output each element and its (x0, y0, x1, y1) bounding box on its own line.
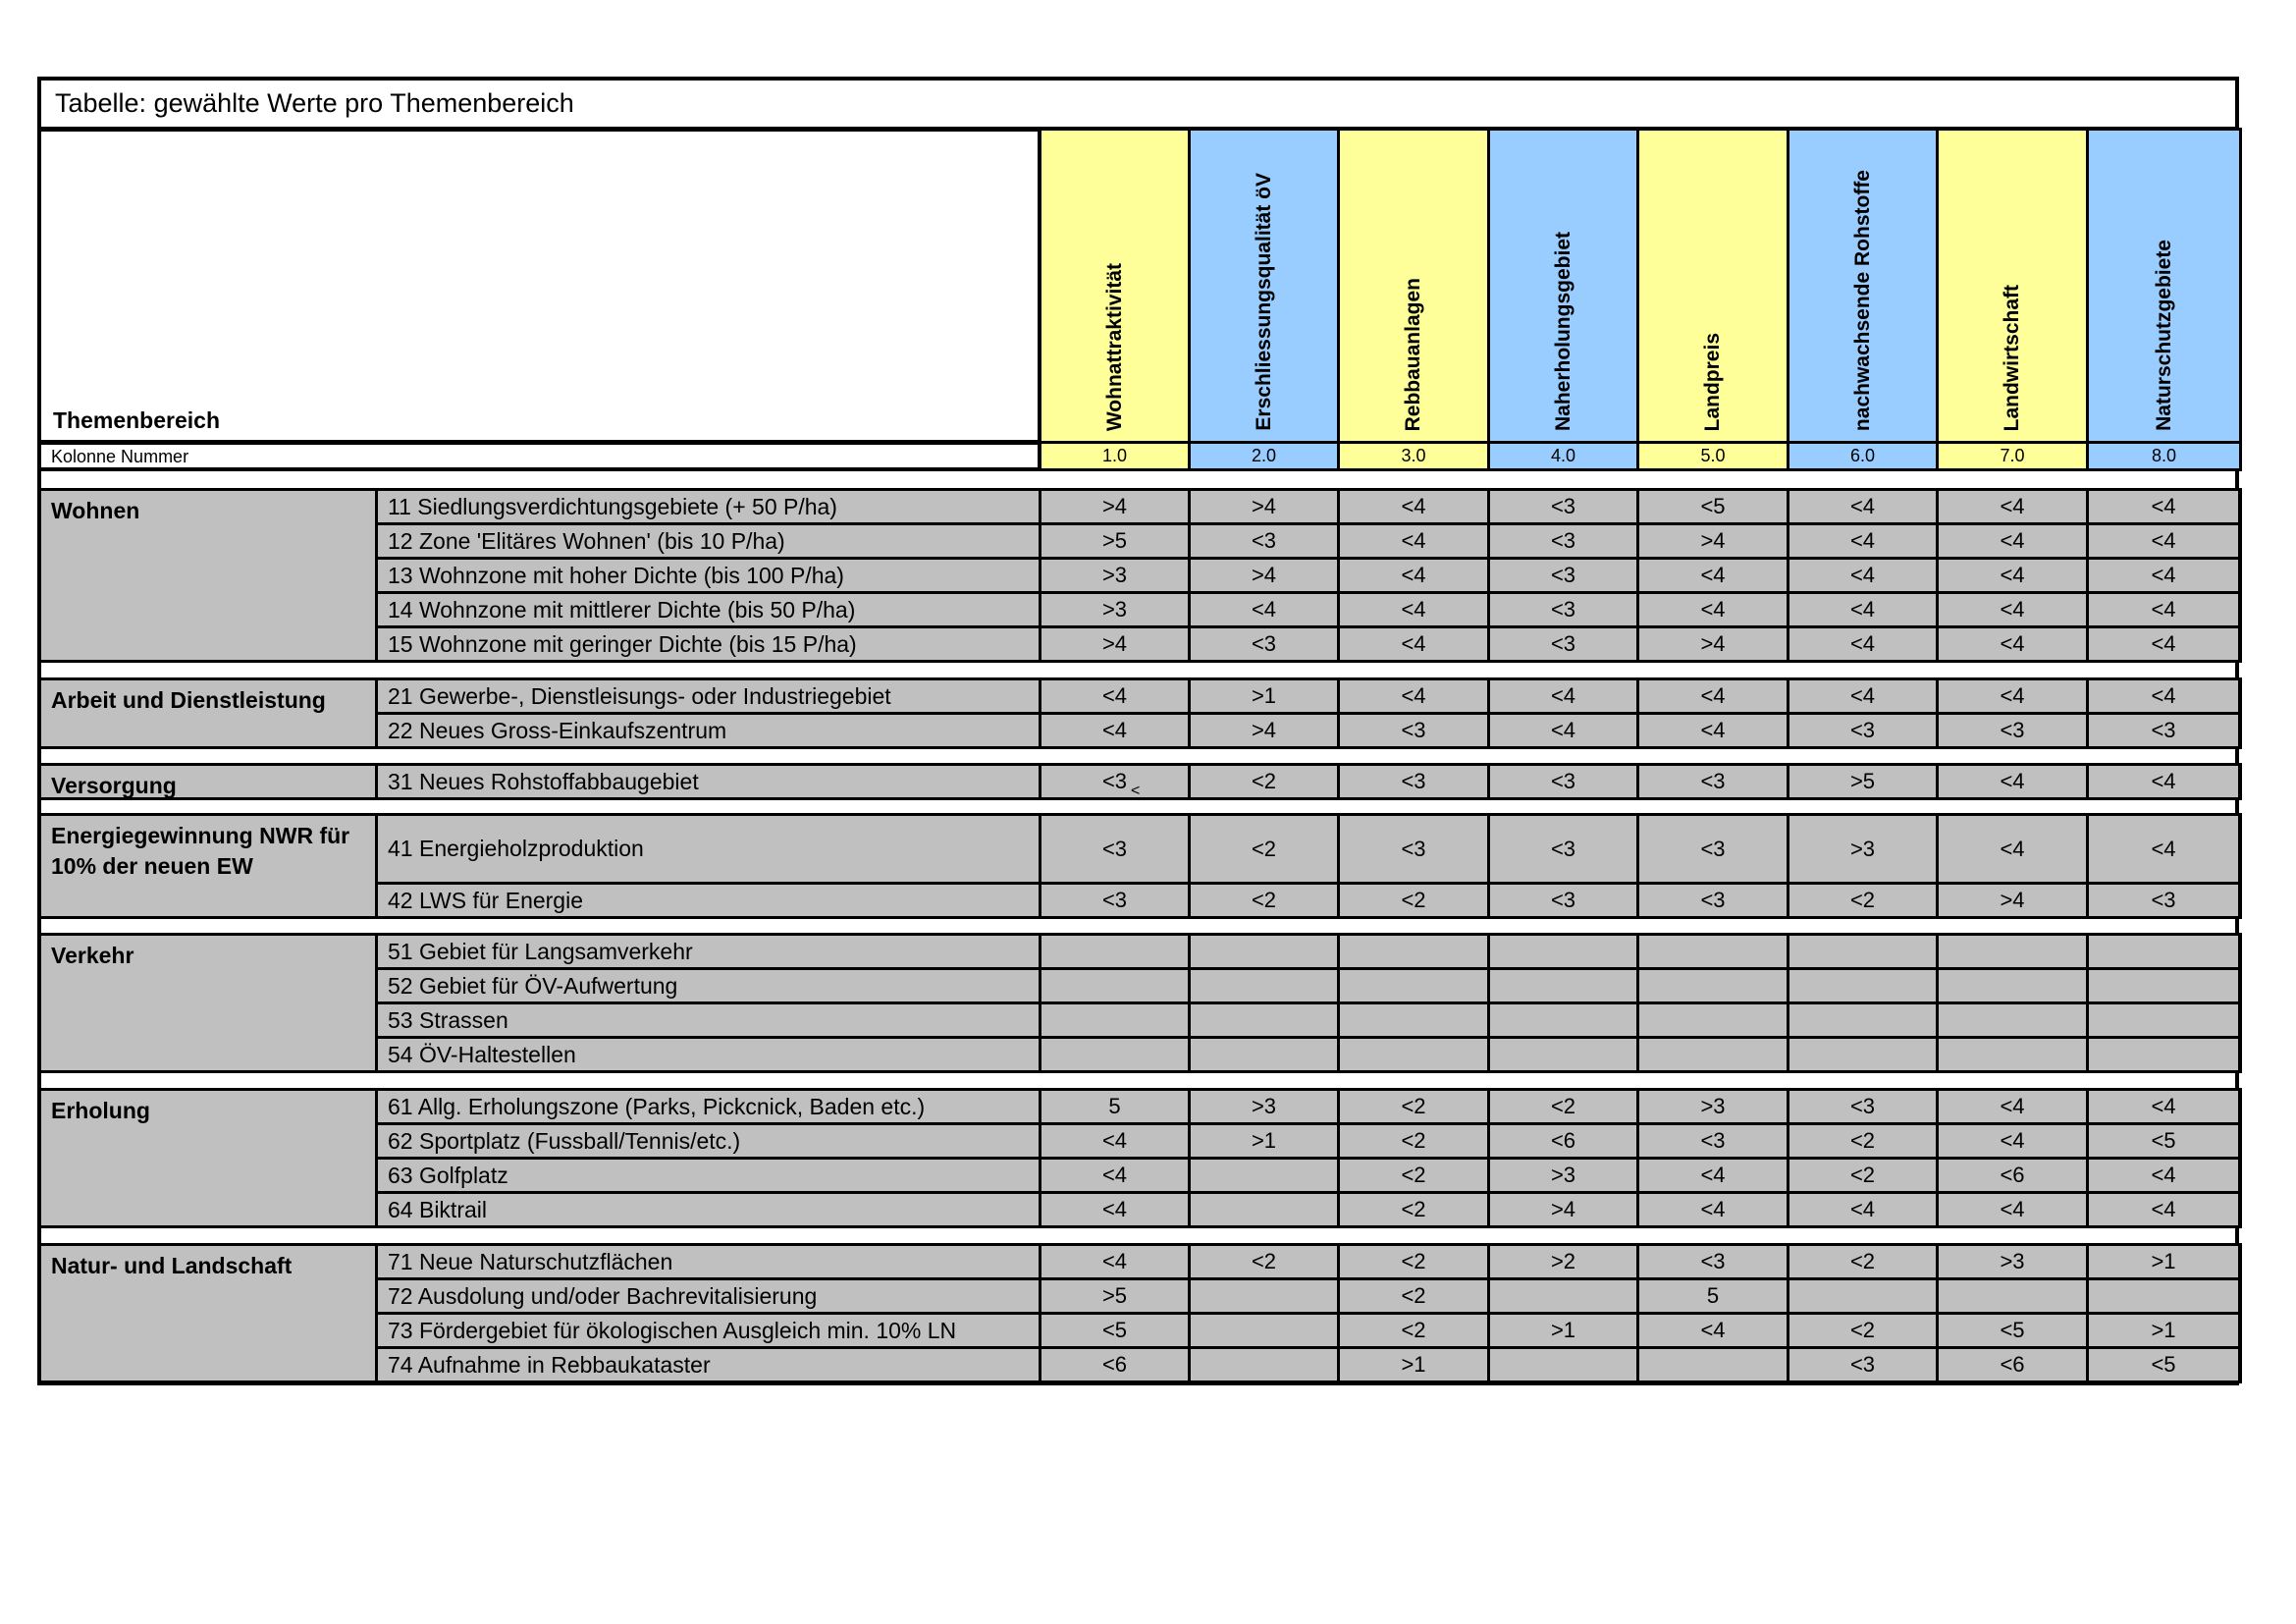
value-cell: <3 (2086, 882, 2242, 919)
value-cell (1487, 933, 1639, 970)
value-cell: <6 (1936, 1346, 2089, 1383)
value-cell: <5 (1039, 1312, 1191, 1349)
value-cell: >4 (1487, 1191, 1639, 1228)
value-cell (1636, 1001, 1789, 1039)
row-label: 53 Strassen (375, 1001, 1041, 1039)
value-cell (1188, 1277, 1340, 1315)
value-cell (1936, 967, 2089, 1004)
separator (37, 919, 2239, 933)
row-label: 13 Wohnzone mit hoher Dichte (bis 100 P/ha) (375, 557, 1041, 594)
value-cell: <4 (1039, 677, 1191, 715)
value-cell (1487, 1277, 1639, 1315)
column-header (1636, 128, 1789, 444)
value-cell: <2 (1337, 1191, 1490, 1228)
themenbereich-header (37, 128, 1041, 444)
row-label: 11 Siedlungsverdichtungsgebiete (+ 50 P/ha) (375, 488, 1041, 525)
value-cell: >5 (1039, 522, 1191, 560)
value-cell: <4 (1787, 591, 1939, 628)
column-header (1188, 128, 1340, 444)
value-cell: <4 (2086, 677, 2242, 715)
value-cell: <4 (1039, 712, 1191, 749)
column-number: 7.0 (1936, 441, 2089, 471)
value-cell: <5 (1636, 488, 1789, 525)
value-cell (1936, 1001, 2089, 1039)
value-cell (1337, 1036, 1490, 1073)
value-cell: >5 (1787, 763, 1939, 800)
value-cell: <4 (1337, 677, 1490, 715)
value-cell: >3 (1188, 1088, 1340, 1125)
column-number: 2.0 (1188, 441, 1340, 471)
value-cell: <5 (2086, 1346, 2242, 1383)
column-header (1487, 128, 1639, 444)
value-cell: <5 (2086, 1122, 2242, 1160)
value-cell: <2 (1337, 1122, 1490, 1160)
value-cell (1787, 933, 1939, 970)
value-cell (1487, 1346, 1639, 1383)
value-cell: <3 (1039, 813, 1191, 885)
value-cell (1188, 967, 1340, 1004)
value-cell: <4 (2086, 1088, 2242, 1125)
separator (37, 749, 2239, 763)
value-cell: <3 (1787, 712, 1939, 749)
value-cell: <4 (2086, 591, 2242, 628)
value-cell: >1 (1337, 1346, 1490, 1383)
value-cell: <4 (1636, 1157, 1789, 1194)
value-cell: >4 (1039, 625, 1191, 663)
value-cell: <5 (1936, 1312, 2089, 1349)
value-cell: <3 (2086, 712, 2242, 749)
value-cell: <2 (1337, 1277, 1490, 1315)
column-number: 6.0 (1787, 441, 1939, 471)
value-cell: <4 (1936, 813, 2089, 885)
value-cell (1039, 967, 1191, 1004)
value-cell: <4 (1936, 1191, 2089, 1228)
value-cell: <4 (1787, 488, 1939, 525)
value-cell: <4 (1936, 1122, 2089, 1160)
value-cell: <3 (1337, 763, 1490, 800)
column-number: 3.0 (1337, 441, 1490, 471)
value-cell: <3 (1487, 763, 1639, 800)
row-label: 12 Zone 'Elitäres Wohnen' (bis 10 P/ha) (375, 522, 1041, 560)
column-header (2086, 128, 2242, 444)
value-cell (1337, 1001, 1490, 1039)
value-cell: <4 (2086, 625, 2242, 663)
value-cell: <6 (1936, 1157, 2089, 1194)
value-cell (1039, 1001, 1191, 1039)
value-cell: <4 (1337, 522, 1490, 560)
value-cell: <3 (1636, 1122, 1789, 1160)
column-header-label: Wohnattraktivität (1102, 262, 1126, 431)
value-cell (1188, 1157, 1340, 1194)
value-cell: <4 (1636, 591, 1789, 628)
value-cell: <4 (1636, 677, 1789, 715)
value-cell: <3 (1487, 813, 1639, 885)
value-cell (2086, 1001, 2242, 1039)
value-cell: >3 (1487, 1157, 1639, 1194)
table-bottom-border (37, 1381, 2239, 1385)
value-cell: <3 (1936, 712, 2089, 749)
value-cell: >1 (1188, 1122, 1340, 1160)
value-cell: <2 (1188, 763, 1340, 800)
column-header (1039, 128, 1191, 444)
value-cell: <3 (1039, 882, 1191, 919)
value-cell: >2 (1487, 1243, 1639, 1280)
value-cell: <3 (1636, 1243, 1789, 1280)
row-label: 52 Gebiet für ÖV-Aufwertung (375, 967, 1041, 1004)
group-name: Arbeit und Dienstleistung (37, 677, 378, 749)
value-cell: <2 (1188, 813, 1340, 885)
value-cell: >3 (1787, 813, 1939, 885)
value-cell (1936, 1036, 2089, 1073)
value-cell: <3 (1039, 763, 1191, 800)
separator (37, 1073, 2239, 1088)
value-cell (1487, 1036, 1639, 1073)
value-cell: <3 (1487, 591, 1639, 628)
value-cell: <4 (1636, 1312, 1789, 1349)
column-header (1787, 128, 1939, 444)
value-cell: <2 (1337, 1088, 1490, 1125)
row-label: 74 Aufnahme in Rebbaukataster (375, 1346, 1041, 1383)
value-cell (1636, 1346, 1789, 1383)
value-cell: <2 (1787, 1122, 1939, 1160)
value-cell: <6 (1039, 1346, 1191, 1383)
value-cell: <2 (1787, 882, 1939, 919)
row-label: 73 Fördergebiet für ökologischen Ausgleich min. 10% LN (375, 1312, 1041, 1349)
value-cell: <4 (1487, 712, 1639, 749)
group-name: Energiegewinnung NWR für 10% der neuen EW (37, 813, 378, 919)
value-cell: <4 (2086, 488, 2242, 525)
column-header-label: Rebbauanlagen (1402, 277, 1424, 431)
value-cell (1936, 1277, 2089, 1315)
row-label: 63 Golfplatz (375, 1157, 1041, 1194)
separator (37, 663, 2239, 677)
value-cell (1636, 1036, 1789, 1073)
value-cell: <4 (1337, 488, 1490, 525)
value-cell (1039, 1036, 1191, 1073)
value-cell (1487, 1001, 1639, 1039)
row-label: 15 Wohnzone mit geringer Dichte (bis 15 P/ha) (375, 625, 1041, 663)
value-cell: <2 (1188, 1243, 1340, 1280)
value-cell: >4 (1936, 882, 2089, 919)
value-cell: >4 (1039, 488, 1191, 525)
column-header-label: Naturschutzgebiete (2152, 240, 2175, 431)
row-label: 61 Allg. Erholungszone (Parks, Pickcnick, Baden etc.) (375, 1088, 1041, 1125)
value-cell: <4 (1487, 677, 1639, 715)
value-cell: <4 (1787, 557, 1939, 594)
value-cell: >1 (1487, 1312, 1639, 1349)
value-cell (1936, 933, 2089, 970)
value-cell (1636, 967, 1789, 1004)
separator (37, 471, 2239, 488)
value-cell: <3 (1337, 813, 1490, 885)
value-cell: <2 (1337, 1243, 1490, 1280)
value-cell: >3 (1039, 591, 1191, 628)
value-cell: >1 (2086, 1312, 2242, 1349)
value-cell: 5 (1636, 1277, 1789, 1315)
row-label: 51 Gebiet für Langsamverkehr (375, 933, 1041, 970)
value-cell: <4 (2086, 1157, 2242, 1194)
value-cell: <4 (1936, 557, 2089, 594)
value-cell: <3 (1636, 813, 1789, 885)
value-cell: <3 (1337, 712, 1490, 749)
value-cell: <4 (2086, 522, 2242, 560)
value-cell (2086, 967, 2242, 1004)
value-cell: >3 (1039, 557, 1191, 594)
value-cell: <4 (1936, 591, 2089, 628)
value-cell: <2 (1337, 882, 1490, 919)
row-label: 42 LWS für Energie (375, 882, 1041, 919)
column-number: 5.0 (1636, 441, 1789, 471)
value-cell (2086, 933, 2242, 970)
value-cell: <3 (1787, 1346, 1939, 1383)
value-cell (1337, 933, 1490, 970)
value-cell: <3 (1188, 625, 1340, 663)
value-cell: >3 (1636, 1088, 1789, 1125)
stray-mark: < (1131, 783, 1141, 799)
value-cell: <4 (1936, 522, 2089, 560)
value-cell: <4 (1337, 591, 1490, 628)
column-header-label: Landwirtschaft (2001, 284, 2023, 431)
value-cell: >1 (2086, 1243, 2242, 1280)
row-label: 14 Wohnzone mit mittlerer Dichte (bis 50 P/ha) (375, 591, 1041, 628)
themenbereich-label: Themenbereich (53, 407, 220, 433)
value-cell: <4 (1039, 1157, 1191, 1194)
value-cell: <3 (1487, 882, 1639, 919)
row-label: 31 Neues Rohstoffabbaugebiet (375, 763, 1041, 800)
group-name: Verkehr (37, 933, 378, 1073)
value-cell (1188, 1346, 1340, 1383)
value-cell: <4 (1039, 1191, 1191, 1228)
value-cell: 5 (1039, 1088, 1191, 1125)
value-cell (1188, 1312, 1340, 1349)
value-cell: <4 (1787, 1191, 1939, 1228)
value-cell: <4 (1787, 677, 1939, 715)
kolonne-nummer-label: Kolonne Nummer (37, 441, 1041, 471)
value-cell: >5 (1039, 1277, 1191, 1315)
value-cell: >4 (1188, 488, 1340, 525)
value-cell: <4 (1337, 557, 1490, 594)
value-cell: <4 (2086, 557, 2242, 594)
value-cell: >4 (1636, 625, 1789, 663)
value-cell: <3 (1487, 488, 1639, 525)
column-header-label: nachwachsende Rohstoffe (1850, 169, 1874, 431)
value-cell: <3 (1487, 557, 1639, 594)
column-number: 8.0 (2086, 441, 2242, 471)
row-label: 64 Biktrail (375, 1191, 1041, 1228)
value-cell: <4 (1636, 712, 1789, 749)
value-cell: <4 (1936, 488, 2089, 525)
value-cell: <4 (1936, 763, 2089, 800)
value-cell: <3 (1188, 522, 1340, 560)
value-cell (2086, 1277, 2242, 1315)
value-cell (1636, 933, 1789, 970)
value-cell (1188, 933, 1340, 970)
value-cell: <4 (1787, 625, 1939, 663)
value-cell: >4 (1636, 522, 1789, 560)
table-title: Tabelle: gewählte Werte pro Themenbereich (37, 77, 2239, 131)
group-name: Versorgung (37, 763, 378, 800)
column-header (1936, 128, 2089, 444)
value-cell: <4 (1337, 625, 1490, 663)
value-cell: <4 (1636, 557, 1789, 594)
value-cell: <4 (1636, 1191, 1789, 1228)
value-cell: <2 (1337, 1312, 1490, 1349)
column-header-label: Naherholungsgebiet (1551, 231, 1575, 431)
value-cell: <2 (1787, 1157, 1939, 1194)
value-cell: <4 (1039, 1122, 1191, 1160)
row-label: 71 Neue Naturschutzflächen (375, 1243, 1041, 1280)
value-cell (1787, 967, 1939, 1004)
value-cell (1039, 933, 1191, 970)
row-label: 41 Energieholzproduktion (375, 813, 1041, 885)
row-label: 21 Gewerbe-, Dienstleisungs- oder Industriegebiet (375, 677, 1041, 715)
row-label: 22 Neues Gross-Einkaufszentrum (375, 712, 1041, 749)
column-number: 1.0 (1039, 441, 1191, 471)
value-cell: >3 (1936, 1243, 2089, 1280)
value-cell: <3 (1636, 882, 1789, 919)
column-number: 4.0 (1487, 441, 1639, 471)
value-cell (2086, 1036, 2242, 1073)
value-cell (1787, 1001, 1939, 1039)
value-cell: <6 (1487, 1122, 1639, 1160)
row-label: 72 Ausdolung und/oder Bachrevitalisierung (375, 1277, 1041, 1315)
row-label: 62 Sportplatz (Fussball/Tennis/etc.) (375, 1122, 1041, 1160)
value-cell: <2 (1487, 1088, 1639, 1125)
column-header (1337, 128, 1490, 444)
value-cell: <3 (1787, 1088, 1939, 1125)
value-cell: <4 (2086, 1191, 2242, 1228)
value-cell: <4 (1787, 522, 1939, 560)
value-cell: <3 (1636, 763, 1789, 800)
value-cell: <2 (1337, 1157, 1490, 1194)
value-cell: <4 (2086, 813, 2242, 885)
value-cell (1787, 1036, 1939, 1073)
value-cell: <2 (1787, 1312, 1939, 1349)
value-cell (1337, 967, 1490, 1004)
value-cell: <4 (1936, 1088, 2089, 1125)
separator (37, 1228, 2239, 1243)
value-cell: <3 (1487, 625, 1639, 663)
value-cell (1487, 967, 1639, 1004)
value-cell: <2 (1787, 1243, 1939, 1280)
column-header-label: Landpreis (1701, 332, 1724, 431)
column-header-label: Erschliessungsqualität öV (1252, 173, 1275, 431)
value-cell (1188, 1191, 1340, 1228)
group-name: Wohnen (37, 488, 378, 663)
value-cell: >4 (1188, 712, 1340, 749)
value-cell: <2 (1188, 882, 1340, 919)
value-cell: <4 (2086, 763, 2242, 800)
value-cell: <4 (1936, 677, 2089, 715)
value-cell: >1 (1188, 677, 1340, 715)
value-cell: >4 (1188, 557, 1340, 594)
value-cell: <4 (1039, 1243, 1191, 1280)
row-label: 54 ÖV-Haltestellen (375, 1036, 1041, 1073)
group-name: Erholung (37, 1088, 378, 1228)
value-cell (1787, 1277, 1939, 1315)
value-cell: <4 (1188, 591, 1340, 628)
group-name: Natur- und Landschaft (37, 1243, 378, 1383)
value-cell (1188, 1001, 1340, 1039)
value-cell: <4 (1936, 625, 2089, 663)
value-cell: <3 (1487, 522, 1639, 560)
value-cell (1188, 1036, 1340, 1073)
